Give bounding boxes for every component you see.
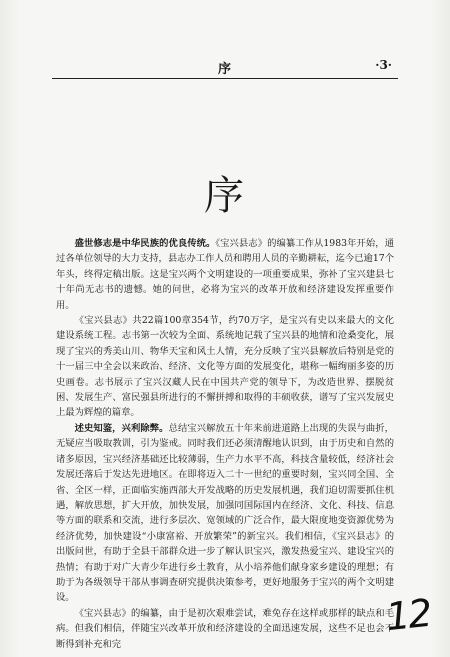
handwritten-page-mark: 12 (383, 590, 433, 640)
header-rule (52, 78, 398, 79)
paragraph-3 (56, 421, 394, 606)
paragraph-3-text: 总结宝兴解放五十年来前进道路上出现的失误与曲折，无疑应当吸取教训，引为鉴戒。同时我们还必须清醒地认识到，由于历史和自然的诸多原因，宝兴经济基础还比较薄弱，生产力水平不高，科技含量较低，经济社会发展还落后于发达先进地区。在即将迈入二十一世纪的重要时刻，宝兴同全国、全省、全区一样，正面临实施西部大开发战略的历史发展机遇，我们迫切需要抓住机遇，解放思想，扩大开放，加快发展，加强同国际国内在经济、文化、科技、信息等方面的联系和交流，进行多层次、宽领域的广泛合作，最大限度地变资源优势为经济优势，加快建设“小康富裕、开放繁荣”的新宝兴。我们相信，《宝兴县志》的出版问世，有助于全县干部群众进一步了解认识宝兴，激发热爱宝兴、建设宝兴的热情；有助于对广大青少年进行乡土教育，从小培养他们献身家乡建设的理想；有助于为各级领导干部从事调查研究提供决策参考，更好地服务于宝兴的两个文明建设。 (56, 422, 394, 604)
paragraph-4 (56, 606, 394, 652)
paragraph-1-lead: 盛世修志是中华民族的优良传统。 (74, 238, 216, 249)
chapter-title: 序 (204, 173, 246, 219)
paragraph-1 (56, 236, 394, 313)
paragraph-3-lead: 述史知鉴，兴利除弊。 (74, 422, 169, 434)
page-number: ·3· (375, 58, 392, 72)
running-header (0, 58, 450, 77)
body-text (56, 236, 394, 652)
paragraph-2-text: 《宝兴县志》共22篇100章354节，约70万字，是宝兴有史以来最大的文化建设系统工程。志书第一次较为全面、系统地记载了宝兴县的地情和沧桑变化，展现了宝兴的秀美山川、物华天宝和风土人情，充分反映了宝兴县解放后特别是党的十一届三中全会以来政治、经济、文化等方面的发展变化，堪称一幅绚丽多姿的历史画卷。志书展示了宝兴汉藏人民在中国共产党的领导下，为改造世界、摆脱贫困、发展生产、富民强县所进行的不懈拼搏和取得的丰硕收获，谱写了宝兴发展史上最为辉煌的篇章。 (56, 315, 394, 419)
paragraph-4-text: 《宝兴县志》的编纂，由于是初次艰难尝试，难免存在这样或那样的缺点和毛病。但我们相信，伴随宝兴改革开放和经济建设的全面迅速发展，这些不足也会不断得到补充和完 (56, 607, 394, 650)
paragraph-2 (56, 313, 394, 421)
paragraph-1-text: 《宝兴县志》的编纂工作从1983年开始，通过各单位领导的大力支持，县志办工作人员和聘用人员的辛勤耕耘，迄今已逾17个年头，终得定稿出版。这是宝兴两个文明建设的一项重要成果，弥补了宝兴建县七十年尚无志书的遗憾。她的问世，必将为宝兴的改革开放和经济建设发挥重要作用。 (56, 238, 394, 311)
running-title: 序 (217, 62, 232, 77)
